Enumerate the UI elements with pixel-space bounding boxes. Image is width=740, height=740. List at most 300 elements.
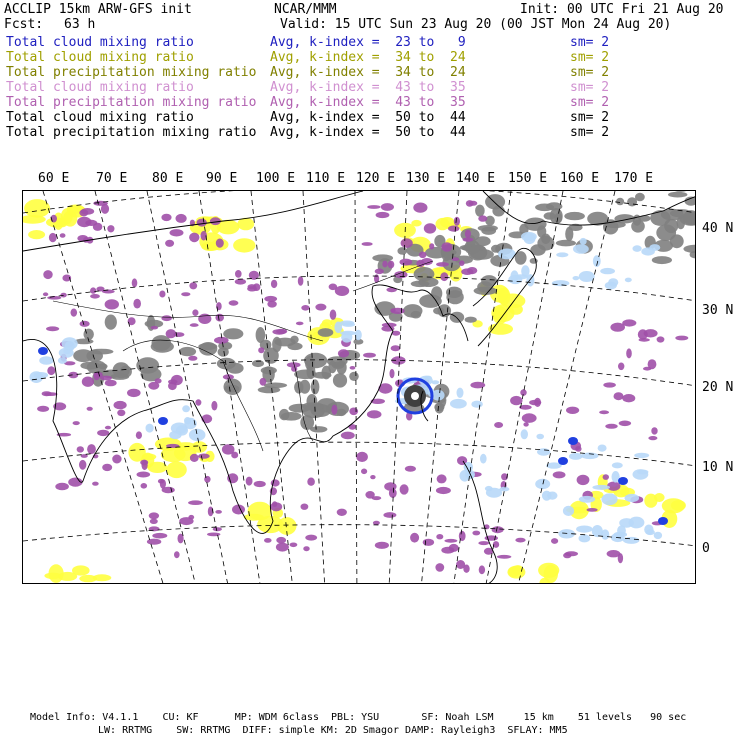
- purple-precip-area: [497, 555, 512, 559]
- lon-label: 120 E: [356, 171, 396, 186]
- purple-precip-area: [207, 533, 220, 537]
- purple-precip-area: [648, 436, 657, 440]
- lightblue-cloud-area: [579, 534, 591, 542]
- purple-precip-area: [258, 347, 264, 353]
- lon-label: 70 E: [96, 171, 128, 186]
- purple-precip-area: [413, 203, 427, 213]
- gray-cloud-area: [465, 317, 477, 323]
- purple-precip-area: [466, 200, 474, 207]
- purple-precip-area: [173, 332, 184, 337]
- lightblue-cloud-area: [649, 244, 660, 251]
- purple-precip-area: [348, 424, 356, 430]
- purple-precip-area: [90, 294, 100, 299]
- purple-precip-area: [46, 326, 59, 331]
- purple-precip-area: [381, 203, 394, 211]
- lightblue-cloud-area: [600, 268, 615, 274]
- legend-sm-1: sm= 2: [570, 50, 610, 65]
- purple-precip-area: [105, 380, 117, 387]
- purple-precip-area: [264, 538, 272, 543]
- yellow-cloud-area: [244, 514, 264, 521]
- purple-precip-area: [90, 287, 96, 293]
- purple-precip-area: [551, 538, 558, 544]
- purple-precip-area: [657, 336, 665, 342]
- purple-precip-area: [188, 356, 197, 361]
- gray-cloud-area: [535, 204, 554, 212]
- purple-precip-area: [37, 406, 49, 412]
- purple-precip-area: [367, 205, 380, 209]
- purple-precip-area: [436, 262, 449, 267]
- legend-avg-4: Avg, k-index = 43 to 35: [270, 95, 466, 110]
- legend-sm-3: sm= 2: [570, 80, 610, 95]
- yellow-cloud-area: [538, 563, 559, 578]
- lat-label: 30 N: [702, 303, 734, 318]
- gray-cloud-area: [616, 198, 624, 206]
- purple-precip-area: [416, 260, 424, 268]
- purple-precip-area: [117, 410, 125, 417]
- legend-avg-6: Avg, k-index = 50 to 44: [270, 125, 466, 140]
- gray-cloud-area: [685, 197, 697, 206]
- latitude-line: [23, 191, 696, 213]
- typhoon-eye: [411, 392, 419, 400]
- purple-precip-area: [605, 424, 617, 429]
- legend-avg-5: Avg, k-index = 50 to 44: [270, 110, 466, 125]
- purple-precip-area: [383, 512, 396, 518]
- purple-precip-area: [47, 366, 55, 375]
- lightblue-cloud-area: [480, 454, 487, 464]
- purple-precip-area: [375, 542, 389, 549]
- purple-precip-area: [361, 469, 367, 475]
- purple-precip-area: [105, 299, 119, 309]
- model-info-line1: Model Info: V4.1.1 CU: KF MP: WDM 6class PBL: YSU SF: Noah LSM 15 km 51 levels 90 sec: [30, 712, 687, 723]
- gray-cloud-area: [544, 212, 556, 219]
- purple-precip-area: [87, 444, 96, 454]
- purple-precip-area: [271, 280, 277, 288]
- purple-precip-area: [461, 268, 473, 275]
- purple-precip-area: [523, 422, 528, 426]
- lightblue-cloud-area: [633, 245, 642, 252]
- gray-cloud-area: [310, 426, 327, 432]
- lon-label: 160 E: [560, 171, 600, 186]
- purple-precip-area: [335, 286, 349, 296]
- legend-field-6: Total precipitation mixing ratio: [6, 125, 257, 140]
- yellow-cloud-area: [28, 230, 45, 239]
- purple-precip-area: [675, 336, 688, 341]
- lightblue-cloud-area: [629, 517, 645, 529]
- purple-precip-area: [463, 238, 474, 242]
- lightblue-cloud-area: [146, 424, 154, 433]
- lightblue-cloud-area: [569, 453, 583, 460]
- purple-precip-area: [388, 261, 395, 269]
- purple-precip-area: [141, 483, 148, 489]
- purple-precip-area: [390, 308, 395, 312]
- purple-precip-area: [231, 452, 238, 459]
- lightblue-cloud-area: [556, 252, 568, 257]
- purple-precip-area: [367, 410, 382, 418]
- legend-field-0: Total cloud mixing ratio: [6, 35, 194, 50]
- purple-precip-area: [376, 212, 390, 218]
- legend-sm-6: sm= 2: [570, 125, 610, 140]
- purple-precip-area: [375, 269, 384, 275]
- purple-precip-area: [147, 539, 161, 545]
- lightblue-cloud-area: [598, 445, 607, 452]
- lightblue-cloud-area: [644, 525, 653, 535]
- legend-field-3: Total cloud mixing ratio: [6, 80, 194, 95]
- gray-cloud-area: [336, 409, 346, 416]
- purple-precip-area: [390, 369, 395, 378]
- legend-sm-2: sm= 2: [570, 65, 610, 80]
- lightblue-cloud-area: [34, 372, 48, 378]
- purple-precip-area: [92, 482, 99, 486]
- lon-label: 150 E: [508, 171, 548, 186]
- lat-label: 20 N: [702, 380, 734, 395]
- purple-precip-area: [81, 208, 94, 215]
- purple-precip-area: [162, 487, 175, 493]
- purple-precip-area: [440, 272, 448, 281]
- gray-cloud-area: [668, 192, 687, 198]
- lightblue-cloud-area: [625, 494, 640, 502]
- purple-precip-area: [235, 279, 246, 285]
- purple-precip-area: [215, 314, 224, 322]
- gray-cloud-area: [224, 385, 239, 393]
- purple-precip-area: [371, 399, 385, 404]
- purple-precip-area: [622, 394, 635, 402]
- lightblue-cloud-area: [592, 485, 610, 490]
- purple-precip-area: [79, 460, 86, 470]
- purple-precip-area: [520, 389, 526, 396]
- purple-precip-area: [534, 398, 541, 407]
- yellow-cloud-area: [671, 500, 686, 511]
- legend-avg-2: Avg, k-index = 34 to 24: [270, 65, 466, 80]
- purple-precip-area: [190, 454, 199, 462]
- model-title: ACCLIP 15km ARW-GFS init: [4, 2, 192, 17]
- purple-precip-area: [171, 375, 183, 385]
- gray-cloud-area: [105, 315, 117, 330]
- gray-cloud-area: [481, 275, 497, 286]
- gray-cloud-area: [328, 361, 336, 373]
- purple-precip-area: [437, 474, 447, 483]
- purple-precip-area: [85, 220, 97, 226]
- purple-precip-area: [459, 531, 466, 541]
- purple-precip-area: [137, 472, 151, 478]
- purple-precip-area: [73, 421, 80, 425]
- purple-precip-area: [227, 473, 238, 483]
- blue-cloud-spot: [158, 417, 168, 425]
- blue-cloud-spot: [38, 347, 48, 355]
- purple-precip-area: [522, 413, 537, 423]
- gray-cloud-area: [290, 336, 298, 344]
- gray-cloud-area: [80, 362, 100, 370]
- purple-precip-area: [213, 527, 222, 531]
- purple-precip-area: [248, 284, 257, 289]
- purple-precip-area: [607, 550, 621, 557]
- gray-cloud-area: [311, 379, 320, 394]
- purple-precip-area: [204, 476, 210, 483]
- purple-precip-area: [181, 292, 190, 296]
- purple-precip-area: [639, 338, 650, 342]
- lightblue-cloud-area: [654, 532, 662, 539]
- purple-precip-area: [97, 430, 109, 436]
- purple-precip-area: [429, 243, 434, 249]
- legend-field-2: Total precipitation mixing ratio: [6, 65, 257, 80]
- gray-cloud-area: [556, 240, 576, 247]
- gray-cloud-area: [333, 373, 347, 387]
- purple-precip-area: [441, 242, 452, 252]
- purple-precip-area: [643, 367, 651, 371]
- legend-avg-3: Avg, k-index = 43 to 35: [270, 80, 466, 95]
- lightblue-cloud-area: [62, 337, 78, 349]
- lightblue-cloud-area: [536, 434, 544, 440]
- purple-precip-area: [479, 565, 485, 574]
- purple-precip-area: [337, 509, 347, 516]
- purple-precip-area: [614, 392, 624, 400]
- purple-precip-area: [465, 230, 471, 239]
- purple-precip-area: [197, 219, 207, 227]
- purple-precip-area: [112, 455, 121, 464]
- lon-label: 140 E: [456, 171, 496, 186]
- lon-label: 110 E: [306, 171, 346, 186]
- gray-cloud-area: [411, 311, 422, 319]
- gray-cloud-area: [652, 256, 672, 264]
- purple-precip-area: [356, 452, 368, 462]
- purple-precip-area: [599, 410, 609, 414]
- purple-precip-area: [43, 292, 48, 296]
- gray-cloud-area: [450, 312, 464, 323]
- purple-precip-area: [401, 238, 413, 248]
- lightblue-cloud-area: [182, 405, 190, 412]
- purple-precip-area: [264, 296, 277, 302]
- lightblue-cloud-area: [542, 491, 552, 501]
- purple-precip-area: [176, 214, 187, 223]
- lightblue-cloud-area: [605, 282, 617, 290]
- purple-precip-area: [492, 526, 504, 533]
- purple-precip-area: [330, 310, 337, 320]
- map-canvas: [23, 191, 696, 584]
- gray-cloud-area: [414, 267, 435, 281]
- lightblue-cloud-area: [623, 537, 639, 544]
- lightblue-cloud-area: [580, 238, 587, 245]
- purple-precip-area: [152, 533, 167, 539]
- purple-precip-area: [436, 487, 451, 494]
- purple-precip-area: [566, 407, 579, 414]
- purple-precip-area: [198, 454, 210, 459]
- gray-cloud-area: [264, 383, 287, 389]
- lightblue-cloud-area: [573, 244, 589, 254]
- purple-precip-area: [127, 389, 141, 397]
- yellow-cloud-area: [61, 208, 73, 224]
- purple-precip-area: [619, 421, 631, 427]
- purple-precip-area: [472, 531, 480, 536]
- legend-sm-0: sm= 2: [570, 35, 610, 50]
- gray-cloud-area: [475, 205, 485, 217]
- purple-precip-area: [363, 353, 376, 358]
- lightblue-cloud-area: [521, 232, 537, 241]
- lightblue-cloud-area: [340, 321, 355, 326]
- purple-precip-area: [105, 426, 111, 430]
- gray-cloud-area: [86, 350, 103, 362]
- purple-precip-area: [575, 446, 581, 452]
- organization: NCAR/MMM: [274, 2, 337, 17]
- purple-precip-area: [161, 315, 172, 321]
- purple-precip-area: [188, 500, 203, 505]
- lightblue-cloud-area: [634, 453, 649, 458]
- purple-precip-area: [400, 259, 413, 266]
- gray-cloud-area: [670, 191, 690, 192]
- gray-cloud-area: [179, 347, 196, 356]
- gray-cloud-area: [614, 214, 635, 223]
- gray-cloud-area: [304, 353, 327, 368]
- purple-precip-area: [298, 276, 304, 286]
- purple-precip-area: [170, 229, 184, 236]
- purple-precip-area: [610, 323, 625, 332]
- legend-avg-1: Avg, k-index = 34 to 24: [270, 50, 466, 65]
- purple-precip-area: [195, 399, 201, 405]
- purple-precip-area: [305, 535, 317, 541]
- gray-cloud-area: [433, 307, 444, 314]
- purple-precip-area: [459, 260, 464, 266]
- purple-precip-area: [607, 482, 620, 491]
- gray-cloud-area: [318, 328, 334, 337]
- lightblue-cloud-area: [189, 429, 206, 441]
- blue-cloud-spot: [568, 437, 578, 445]
- purple-precip-area: [80, 321, 90, 327]
- purple-precip-area: [449, 544, 459, 552]
- gray-cloud-area: [564, 212, 585, 220]
- purple-precip-area: [211, 401, 217, 411]
- purple-precip-area: [618, 363, 624, 371]
- lon-label: 90 E: [206, 171, 238, 186]
- map-panel: [22, 190, 696, 584]
- purple-precip-area: [405, 466, 416, 472]
- purple-precip-area: [331, 405, 337, 415]
- lightblue-cloud-area: [471, 401, 482, 408]
- purple-precip-area: [565, 551, 578, 556]
- purple-precip-area: [370, 475, 375, 479]
- purple-precip-area: [444, 539, 457, 543]
- purple-precip-area: [276, 537, 286, 544]
- purple-precip-area: [301, 305, 309, 311]
- purple-precip-area: [626, 348, 632, 358]
- purple-precip-area: [651, 427, 657, 434]
- purple-precip-area: [102, 464, 112, 471]
- purple-precip-area: [215, 510, 222, 514]
- purple-precip-area: [149, 512, 159, 519]
- lon-label: 170 E: [614, 171, 654, 186]
- purple-precip-area: [198, 314, 211, 324]
- purple-precip-area: [384, 482, 396, 491]
- purple-precip-area: [365, 491, 374, 499]
- purple-precip-area: [165, 240, 174, 247]
- purple-precip-area: [382, 261, 387, 268]
- init-time: Init: 00 UTC Fri 21 Aug 20: [520, 2, 724, 17]
- lat-label: 10 N: [702, 460, 734, 475]
- purple-precip-area: [436, 534, 443, 539]
- purple-precip-area: [159, 291, 165, 298]
- purple-precip-area: [82, 377, 94, 387]
- gray-cloud-area: [635, 193, 645, 202]
- gray-cloud-area: [151, 341, 174, 353]
- purple-precip-area: [553, 471, 566, 478]
- gray-cloud-area: [434, 403, 444, 411]
- purple-precip-area: [303, 546, 309, 551]
- gray-cloud-area: [349, 372, 359, 381]
- purple-precip-area: [485, 535, 498, 540]
- lightblue-cloud-area: [601, 493, 617, 505]
- lightblue-cloud-area: [637, 470, 649, 475]
- purple-precip-area: [423, 539, 434, 546]
- gray-cloud-area: [337, 361, 347, 375]
- purple-precip-area: [276, 329, 287, 334]
- purple-precip-area: [136, 431, 142, 439]
- purple-precip-area: [463, 565, 469, 573]
- gray-cloud-area: [84, 329, 94, 340]
- purple-precip-area: [174, 551, 180, 558]
- purple-precip-area: [192, 309, 198, 316]
- purple-precip-area: [577, 475, 590, 485]
- purple-precip-area: [435, 563, 444, 572]
- lightblue-cloud-area: [169, 431, 181, 439]
- purple-precip-area: [71, 309, 78, 317]
- purple-precip-area: [42, 391, 52, 396]
- purple-precip-area: [100, 376, 112, 381]
- purple-precip-area: [296, 322, 304, 326]
- lat-label: 0: [702, 541, 710, 556]
- lightblue-cloud-area: [424, 376, 432, 381]
- lightblue-cloud-area: [552, 280, 570, 286]
- purple-precip-area: [201, 414, 212, 423]
- lightblue-cloud-area: [563, 506, 574, 516]
- purple-precip-area: [107, 225, 114, 232]
- purple-precip-area: [161, 214, 171, 221]
- lightblue-cloud-area: [579, 496, 595, 503]
- purple-precip-area: [148, 382, 159, 390]
- purple-precip-area: [587, 508, 598, 512]
- legend-avg-0: Avg, k-index = 23 to 9: [270, 35, 466, 50]
- lon-label: 60 E: [38, 171, 70, 186]
- gray-cloud-area: [656, 224, 676, 241]
- lightblue-cloud-area: [579, 271, 595, 282]
- purple-precip-area: [603, 474, 609, 480]
- purple-precip-area: [133, 299, 141, 309]
- purple-precip-area: [362, 242, 373, 246]
- gray-cloud-area: [289, 404, 311, 413]
- purple-precip-area: [603, 382, 616, 387]
- purple-precip-area: [49, 233, 57, 242]
- purple-precip-area: [448, 226, 459, 232]
- purple-precip-area: [510, 396, 522, 405]
- purple-precip-area: [179, 517, 193, 525]
- legend-field-1: Total cloud mixing ratio: [6, 50, 194, 65]
- purple-precip-area: [400, 484, 409, 494]
- purple-precip-area: [229, 300, 239, 305]
- lightblue-cloud-area: [457, 388, 464, 398]
- purple-precip-area: [189, 282, 197, 289]
- gray-cloud-area: [631, 220, 645, 233]
- gray-cloud-area: [261, 367, 277, 375]
- gray-cloud-area: [397, 247, 407, 255]
- yellow-cloud-area: [79, 575, 97, 582]
- lightblue-cloud-area: [617, 525, 626, 535]
- gray-cloud-area: [217, 358, 236, 370]
- blue-cloud-spot: [618, 477, 628, 485]
- yellow-cloud-area: [411, 220, 421, 227]
- purple-precip-area: [60, 233, 66, 238]
- purple-precip-area: [315, 304, 326, 311]
- yellow-cloud-area: [654, 493, 665, 502]
- lightblue-cloud-area: [625, 278, 632, 283]
- lightblue-cloud-area: [573, 276, 580, 280]
- purple-precip-area: [478, 541, 489, 545]
- legend-field-5: Total cloud mixing ratio: [6, 110, 194, 125]
